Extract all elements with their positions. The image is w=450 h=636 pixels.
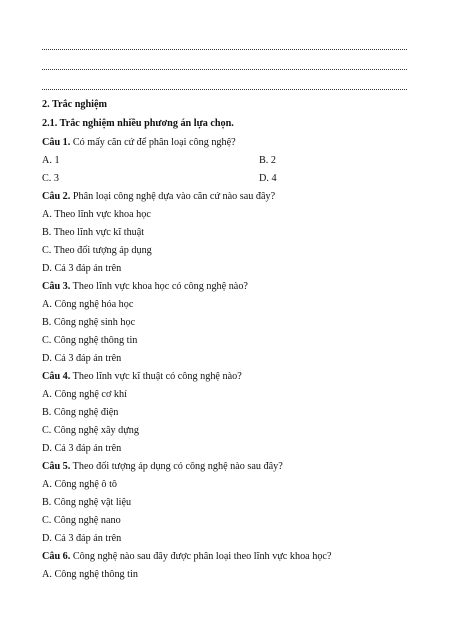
option-c: C. Theo đối tượng áp dụng <box>42 245 152 256</box>
option-a: A. Theo lĩnh vực khoa học <box>42 209 151 220</box>
option-c: C. Công nghệ xây dựng <box>42 425 139 436</box>
answer-dotted-line <box>42 49 407 50</box>
question-label: Câu 3. <box>42 281 71 292</box>
question-6 <box>42 551 331 563</box>
question-label: Câu 6. <box>42 551 71 562</box>
question-text: Có mấy căn cứ để phân loại công nghệ? <box>70 137 236 148</box>
subsection-title: 2.1. Trắc nghiệm nhiều phương án lựa chọn. <box>42 118 234 129</box>
option-c: C. Công nghệ nano <box>42 515 121 526</box>
option-a: A. Công nghệ thông tin <box>42 569 138 580</box>
option-b: B. 2 <box>259 155 276 166</box>
option-a: A. Công nghệ cơ khí <box>42 389 127 400</box>
option-b: B. Công nghệ vật liệu <box>42 497 132 508</box>
question-label: Câu 1. <box>42 137 71 148</box>
question-4 <box>42 371 242 383</box>
option-d: D. Cả 3 đáp án trên <box>42 443 122 454</box>
question-text: Công nghệ nào sau đây được phân loại theo lĩnh vực khoa học? <box>70 551 332 562</box>
question-text: Theo đối tượng áp dụng có công nghệ nào sau đây? <box>70 461 283 472</box>
answer-dotted-line <box>42 89 407 90</box>
option-b: B. Theo lĩnh vực kĩ thuật <box>42 227 145 238</box>
question-label: Câu 5. <box>42 461 71 472</box>
question-text: Phân loại công nghệ dựa vào căn cứ nào sau đây? <box>70 191 276 202</box>
question-1 <box>42 137 236 149</box>
question-label: Câu 4. <box>42 371 71 382</box>
question-label: Câu 2. <box>42 191 71 202</box>
option-a: A. Công nghệ ô tô <box>42 479 117 490</box>
option-b: B. Công nghệ điện <box>42 407 119 418</box>
option-d: D. 4 <box>259 173 277 184</box>
option-a: A. 1 <box>42 155 60 166</box>
option-d: D. Cả 3 đáp án trên <box>42 353 122 364</box>
option-a: A. Công nghệ hóa học <box>42 299 134 310</box>
option-d: D. Cả 3 đáp án trên <box>42 533 122 544</box>
option-d: D. Cả 3 đáp án trên <box>42 263 122 274</box>
question-5 <box>42 461 283 473</box>
option-b: B. Công nghệ sinh học <box>42 317 136 328</box>
question-text: Theo lĩnh vực kĩ thuật có công nghệ nào? <box>70 371 242 382</box>
option-c: C. Công nghệ thông tin <box>42 335 138 346</box>
option-c: C. 3 <box>42 173 59 184</box>
answer-dotted-line <box>42 69 407 70</box>
section-title: 2. Trắc nghiệm <box>42 99 107 110</box>
question-3 <box>42 281 248 293</box>
question-text: Theo lĩnh vực khoa học có công nghệ nào? <box>70 281 248 292</box>
question-2 <box>42 191 275 203</box>
